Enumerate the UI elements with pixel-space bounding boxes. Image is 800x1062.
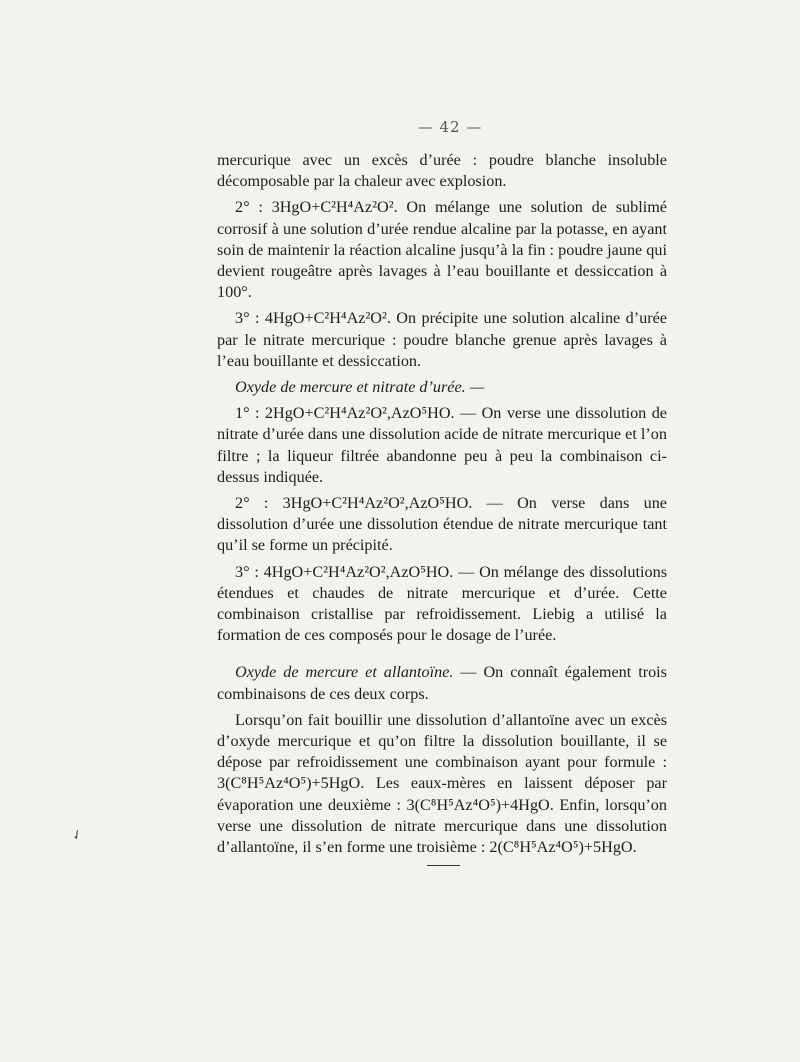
- allantoine-intro: — On connaît également trois combinaisons de ces deux corps.: [217, 663, 667, 703]
- end-rule: [427, 865, 460, 866]
- paragraph-2: 2° : 3HgO+C²H⁴Az²O². On mélange une solution de sublimé corrosif à une solution d’urée rendue alcaline par la potasse, en ayant soin de maintenir la réaction alcaline jusqu’à la fin : poudre jaune qui devient rougeâtre après lavages à l’eau bouillante et dessiccation à 100°.: [217, 198, 667, 302]
- paragraph-allantoine: [217, 662, 667, 704]
- section-heading-allantoine: Oxyde de mercure et allantoïne.: [235, 663, 454, 682]
- page-number: — 42 —: [417, 118, 483, 136]
- paragraph-4: 1° : 2HgO+C²H⁴Az²O²,AzO⁵HO. — On verse une dissolution de nitrate d’urée dans une dissolution acide de nitrate mercurique et l’on filtre ; la liqueur filtrée abandonne peu à peu la combinaison ci-dessus indiquée.: [217, 404, 667, 486]
- paragraph-1: mercurique avec un excès d’urée : poudre blanche insoluble décomposable par la chaleur avec explosion.: [217, 151, 667, 191]
- body-text: [217, 150, 667, 863]
- paragraph-7: Lorsqu’on fait bouillir une dissolution d’allantoïne avec un excès d’oxyde mercurique et qu’on filtre la dissolution bouillante, il se dépose par refroidissement une combinaison ayant pour formule : 3(C⁸H⁵Az⁴O⁵)+5HgO. Les eaux-mères en laissent déposer par évaporation une deuxième : 3(C⁸H⁵Az⁴O⁵)+4HgO. Enfin, lorsqu’on verse une dissolution de nitrate mercurique dans une dissolution d’allantoïne, il s’en forme une troisième : 2(C⁸H⁵Az⁴O⁵)+5HgO.: [217, 710, 667, 857]
- paragraph-6: 3° : 4HgO+C²H⁴Az²O²,AzO⁵HO. — On mélange des dissolutions étendues et chaudes de nitrate mercurique et d’urée. Cette combinaison cristallise par refroidissement. Liebig a utilisé la formation de ces composés pour le dosage de l’urée.: [217, 562, 667, 645]
- paragraph-5: 2° : 3HgO+C²H⁴Az²O²,AzO⁵HO. — On verse dans une dissolution d’urée une dissolution étendue de nitrate mercurique tant qu’il se forme un précipité.: [217, 494, 667, 555]
- stray-mark-icon: ✓: [68, 826, 86, 845]
- paragraph-3: 3° : 4HgO+C²H⁴Az²O². On précipite une solution alcaline d’urée par le nitrate mercurique : poudre blanche grenue après lavages à l’eau bouillante et dessiccation.: [217, 309, 667, 370]
- section-heading-nitrate: Oxyde de mercure et nitrate d’urée. —: [235, 378, 485, 397]
